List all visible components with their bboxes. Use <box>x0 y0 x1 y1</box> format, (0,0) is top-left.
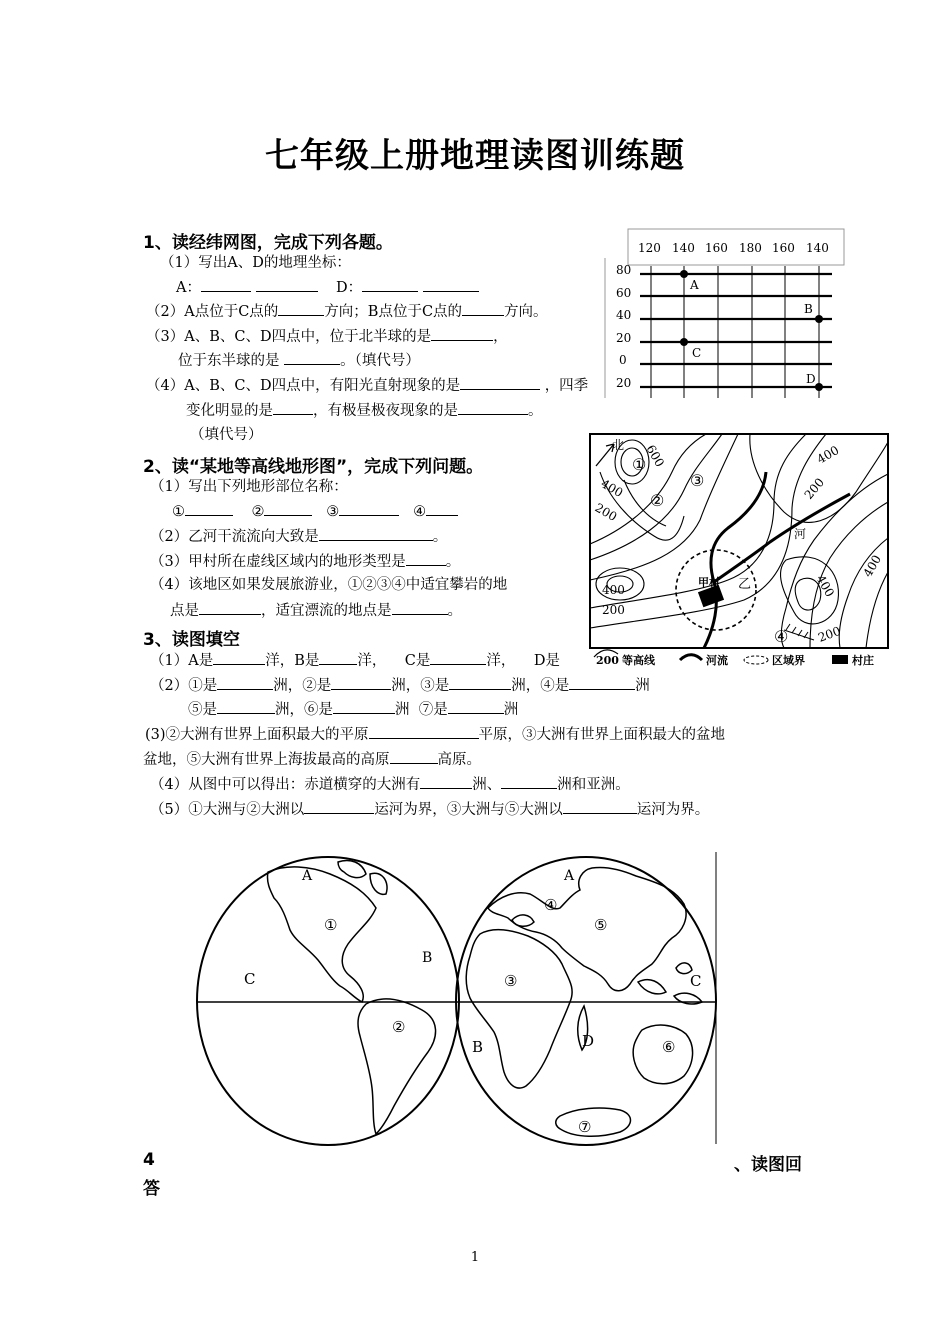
q3-heading: 3、读图填空 <box>143 630 240 650</box>
answer-blank[interactable] <box>449 675 511 690</box>
answer-blank[interactable] <box>501 774 557 789</box>
q3-line7 <box>150 799 709 820</box>
point-c-label: C <box>692 346 702 360</box>
lon-label: 160 <box>772 241 795 255</box>
lat-label: 20 <box>616 331 632 345</box>
continent-label: ⑥ <box>662 1038 676 1056</box>
q3-l2-a: （2）①是 <box>150 678 218 694</box>
q1-l5b: 。（填代号） <box>340 353 420 369</box>
contour-label: 400 <box>598 476 626 501</box>
q2-line2 <box>172 501 458 522</box>
q1-l5a: 位于东半球的是 <box>178 353 280 369</box>
marker-1: ① <box>172 504 185 520</box>
q3-l4a: (3)②大洲有世界上面积最大的平原 <box>145 727 369 743</box>
answer-blank[interactable] <box>256 277 318 292</box>
contour-map <box>588 432 890 672</box>
q3-line4 <box>145 724 725 745</box>
q3-l3-b: 洲，⑥是 <box>275 702 333 718</box>
continent-label: ① <box>324 916 338 934</box>
lat-label: 80 <box>616 263 632 277</box>
answer-blank[interactable] <box>406 551 446 566</box>
q2-line6 <box>170 600 462 621</box>
q3-line6 <box>150 774 630 795</box>
q2-l6b: ，适宜漂流的地点是 <box>261 603 392 619</box>
q1-line8: （填代号） <box>190 427 263 443</box>
answer-blank[interactable] <box>563 799 637 814</box>
answer-blank[interactable] <box>217 675 273 690</box>
q1-l4: （3）A、B、C、D四点中，位于北半球的是 <box>146 329 432 345</box>
legend-contour: 等高线 <box>622 654 655 667</box>
lon-label: 160 <box>705 241 728 255</box>
contour-label: 400 <box>813 572 837 600</box>
answer-blank[interactable] <box>460 375 540 390</box>
north-america-shape <box>267 867 376 1002</box>
lat-label: 60 <box>616 286 632 300</box>
q3-line3 <box>188 699 518 720</box>
world-hemispheres-map <box>190 852 730 1152</box>
q3-l1-f: D是 <box>533 653 560 669</box>
q4-number: 4 <box>143 1150 155 1170</box>
q3-l3-c: 洲 <box>395 702 410 718</box>
continent-label: ③ <box>504 972 518 990</box>
contour-label: 400 <box>814 443 842 467</box>
ocean-label: B <box>472 1038 484 1056</box>
answer-blank[interactable] <box>420 774 472 789</box>
q1-l3c: 方向。 <box>504 304 548 320</box>
q4-heading-tail: 、读图回 <box>734 1155 802 1175</box>
page-title: 七年级上册地理读图训练题 <box>265 136 685 176</box>
q3-line5 <box>143 749 481 770</box>
ocean-label: C <box>690 972 702 990</box>
marker-2: ② <box>251 504 265 520</box>
point-d-marker <box>815 383 823 391</box>
q3-l5a: 盆地，⑤大洲有世界上海拔最高的高原 <box>143 752 390 768</box>
lon-label: 120 <box>638 241 661 255</box>
q3-l5b: 高原。 <box>437 752 481 768</box>
q3-l6b: 洲、 <box>472 777 502 793</box>
answer-blank[interactable] <box>462 301 504 316</box>
eastern-hemisphere-outline <box>456 857 716 1145</box>
lon-label: 140 <box>806 241 829 255</box>
contour-label: 400 <box>602 583 625 597</box>
legend-village: 村庄 <box>852 654 874 667</box>
q3-l1-c: 洋， <box>357 653 387 669</box>
point-a-label: A <box>690 278 699 292</box>
q1-d-label: D： <box>336 280 363 296</box>
q2-l6a: 点是 <box>170 603 199 619</box>
lat-label: 40 <box>616 308 632 322</box>
q1-line1: （1）写出A、D的地理坐标： <box>160 255 351 271</box>
answer-blank[interactable] <box>201 277 251 292</box>
answer-blank[interactable] <box>390 749 438 764</box>
lat-long-grid-map <box>600 228 850 406</box>
ocean-label: D <box>582 1032 595 1050</box>
page-number: 1 <box>470 1250 480 1265</box>
ocean-label: C <box>244 970 256 988</box>
answer-blank[interactable] <box>273 400 313 415</box>
continent-label: ④ <box>544 896 558 914</box>
contour-label: 400 <box>860 552 885 580</box>
q3-l2-d: 洲，④是 <box>511 678 570 694</box>
contour-label: 200 <box>592 500 620 525</box>
ocean-label: A <box>302 868 313 884</box>
answer-blank[interactable] <box>304 799 374 814</box>
q3-l1-e: 洋， <box>486 653 516 669</box>
answer-blank[interactable] <box>278 301 324 316</box>
contour-label: 200 <box>816 623 843 645</box>
q2-line3 <box>150 526 447 547</box>
q3-l7b: 运河为界，③大洲与⑤大洲以 <box>374 802 563 818</box>
point-c-marker <box>680 338 688 346</box>
q3-l2-b: 洲，②是 <box>273 678 332 694</box>
q3-l2-e: 洲 <box>635 678 650 694</box>
point-b-marker <box>815 315 823 323</box>
answer-blank[interactable] <box>431 326 493 341</box>
eurasia-shape <box>488 867 686 990</box>
q1-l4b: ， <box>493 329 508 345</box>
q1-line6 <box>146 375 588 396</box>
q3-line2 <box>150 675 650 696</box>
ocean-label: A <box>564 868 575 884</box>
legend-village-icon <box>832 655 848 664</box>
q1-line3 <box>146 301 548 322</box>
legend-value: 200 <box>596 654 619 667</box>
answer-blank[interactable] <box>458 400 528 415</box>
q1-line5 <box>178 350 420 371</box>
continent-label: ⑦ <box>578 1118 592 1136</box>
q3-l7c: 运河为界。 <box>636 802 710 818</box>
legend-river: 河流 <box>706 654 728 667</box>
point-b-label: B <box>804 302 813 316</box>
river-label: 河 <box>794 527 807 541</box>
q1-l7a: 变化明显的是 <box>186 403 273 419</box>
q1-l3a: （2）A点位于C点的 <box>146 304 279 320</box>
q1-l3b: 方向；B点位于C点的 <box>324 304 463 320</box>
q2-l4a: （3）甲村所在虚线区域内的地形类型是 <box>150 554 406 570</box>
village-label: 甲村 <box>698 576 720 589</box>
answer-blank[interactable] <box>362 277 418 292</box>
answer-blank[interactable] <box>199 600 261 615</box>
q3-l6c: 洲和亚洲。 <box>557 777 630 793</box>
legend-river-icon <box>680 655 702 660</box>
q3-line1 <box>150 650 586 671</box>
lon-label: 140 <box>672 241 695 255</box>
answer-blank[interactable] <box>430 650 486 665</box>
q3-l2-c: 洲，③是 <box>391 678 450 694</box>
legend-boundary: 区域界 <box>772 654 805 667</box>
marker-4: ④ <box>413 504 427 520</box>
answer-blank[interactable] <box>423 277 479 292</box>
marker-label: ④ <box>774 627 789 646</box>
western-hemisphere-outline <box>197 857 459 1145</box>
contour-label: 200 <box>602 603 625 617</box>
q3-l1-a: （1）A是 <box>150 653 214 669</box>
q2-l4b: 。 <box>445 554 461 570</box>
answer-blank[interactable] <box>264 501 312 516</box>
answer-blank[interactable] <box>319 650 357 665</box>
answer-blank[interactable] <box>569 675 635 690</box>
answer-blank[interactable] <box>448 699 504 714</box>
q1-l6a: （4）A、B、C、D四点中，有阳光直射现象的是 <box>146 378 461 394</box>
point-a-marker <box>680 270 688 278</box>
ocean-label: B <box>422 950 433 966</box>
lat-label: 0 <box>619 353 627 367</box>
answer-blank[interactable] <box>339 501 399 516</box>
q2-l3b: 。 <box>432 529 448 545</box>
answer-blank[interactable] <box>217 699 275 714</box>
continent-label: ⑤ <box>594 916 608 934</box>
q3-l3-e: 洲 <box>503 702 519 718</box>
q1-line2 <box>176 277 479 298</box>
continent-label: ② <box>392 1018 406 1036</box>
q2-l6c: 。 <box>447 603 462 619</box>
answer-blank[interactable] <box>319 526 433 541</box>
q2-line4 <box>150 551 460 572</box>
q1-l7c: 。 <box>528 403 543 419</box>
q2-line1: （1）写出下列地形部位名称： <box>150 479 348 495</box>
q2-line5: （4）该地区如果发展旅游业，①②③④中适宜攀岩的地 <box>150 577 508 593</box>
answer-blank[interactable] <box>185 501 233 516</box>
marker-label: ① <box>632 455 647 474</box>
river-yi-label: 乙 <box>738 577 752 592</box>
q3-l3-d: ⑦是 <box>418 702 448 718</box>
q2-heading: 2、读“某地等高线地形图”，完成下列问题。 <box>143 457 484 477</box>
lon-label: 180 <box>739 241 762 255</box>
answer-blank[interactable] <box>284 350 340 365</box>
answer-blank[interactable] <box>392 600 448 615</box>
africa-shape <box>466 930 572 1089</box>
answer-blank[interactable] <box>426 501 458 516</box>
contour-label: 600 <box>643 442 667 470</box>
q3-l1-b: 洋，B是 <box>265 653 320 669</box>
antarctica-shape <box>556 1108 631 1136</box>
contour-legend <box>594 650 874 667</box>
contour-label: 200 <box>801 475 828 502</box>
q1-heading: 1、读经纬网图，完成下列各题。 <box>143 233 393 253</box>
q1-l6b: ，四季 <box>544 378 589 394</box>
q1-line4 <box>146 326 508 347</box>
q3-l4b: 平原，③大洲有世界上面积最大的盆地 <box>478 727 726 743</box>
q3-l1-d: C是 <box>404 653 431 669</box>
marker-label: ② <box>650 491 665 510</box>
legend-boundary-icon <box>744 656 768 664</box>
answer-blank[interactable] <box>331 675 391 690</box>
answer-blank[interactable] <box>213 650 265 665</box>
q1-l7b: ，有极昼极夜现象的是 <box>313 403 458 419</box>
answer-blank[interactable] <box>333 699 395 714</box>
lat-label: 20 <box>616 376 632 390</box>
q1-line7 <box>186 400 543 421</box>
q1-a-label: A： <box>176 280 201 296</box>
q2-l3a: （2）乙河干流流向大致是 <box>150 529 319 545</box>
north-label: 北 <box>612 438 625 452</box>
q4-heading-tail2: 答 <box>143 1179 160 1199</box>
marker-3: ③ <box>326 504 340 520</box>
q3-l6a: （4）从图中可以得出：赤道横穿的大洲有 <box>150 777 421 793</box>
point-d-label: D <box>806 372 816 386</box>
marker-label: ③ <box>690 471 705 490</box>
q3-l7a: （5）①大洲与②大洲以 <box>150 802 305 818</box>
q3-l3-a: ⑤是 <box>188 702 217 718</box>
answer-blank[interactable] <box>369 724 479 739</box>
